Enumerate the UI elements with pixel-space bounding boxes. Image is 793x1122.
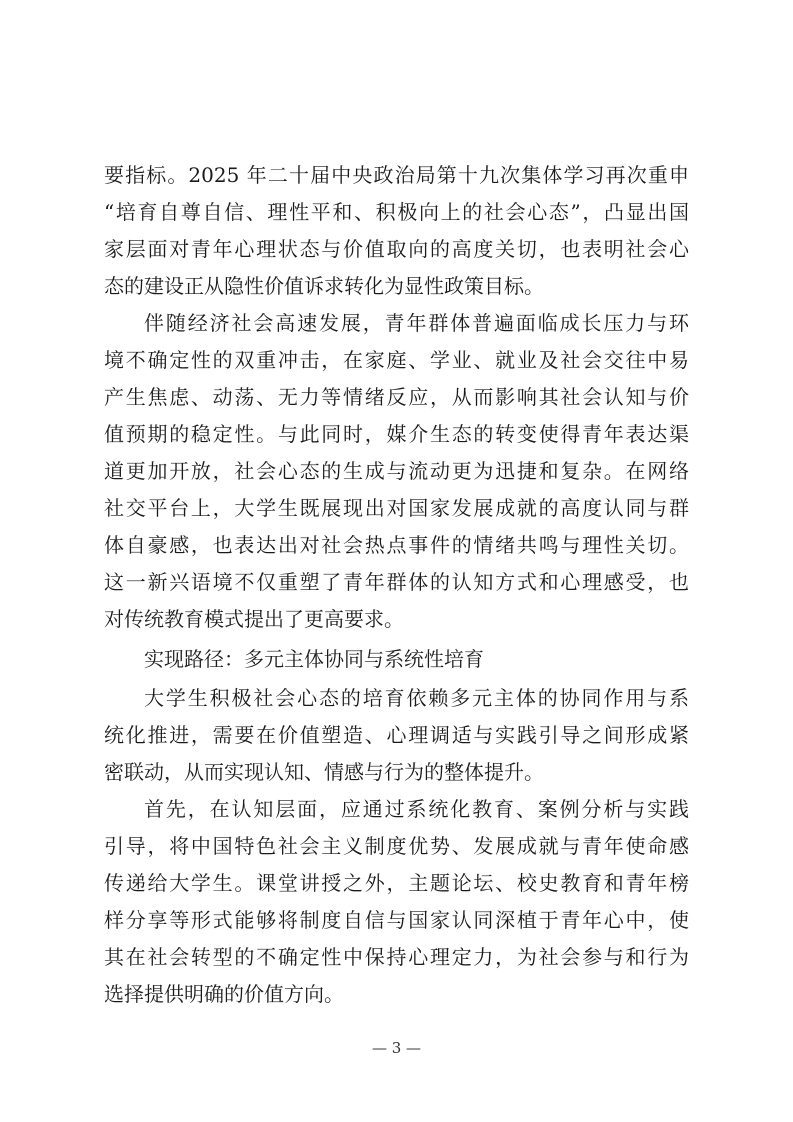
- paragraph-2-line-7: 体自豪感，也表达出对社会热点事件的情绪共鸣与理性关切。: [104, 533, 689, 557]
- paragraph-2-line-4: 值预期的稳定性。与此同时，媒介生态的转变使得青年表达渠: [104, 422, 689, 446]
- section-heading: 实现路径：多元主体协同与系统性培育: [144, 647, 484, 671]
- paragraph-4-line-1: 首先，在认知层面，应通过系统化教育、案例分析与实践: [144, 797, 689, 821]
- paragraph-4-line-2: 引导，将中国特色社会主义制度优势、发展成就与青年使命感: [104, 834, 689, 858]
- paragraph-4-line-5: 其在社会转型的不确定性中保持心理定力，为社会参与和行为: [104, 945, 689, 969]
- paragraph-1-line-1: 要指标。2025 年二十届中央政治局第十九次集体学习再次重申: [104, 163, 689, 187]
- paragraph-2-line-1: 伴随经济社会高速发展，青年群体普遍面临成长压力与环: [144, 311, 689, 335]
- paragraph-2-line-8: 这一新兴语境不仅重塑了青年群体的认知方式和心理感受，也: [104, 570, 689, 594]
- paragraph-1-line-4: 态的建设正从隐性价值诉求转化为显性政策目标。: [104, 274, 544, 298]
- paragraph-4-line-3: 传递给大学生。课堂讲授之外，主题论坛、校史教育和青年榜: [104, 871, 689, 895]
- paragraph-1-line-2: “培育自尊自信、理性平和、积极向上的社会心态”，凸显出国: [104, 200, 689, 224]
- paragraph-4-line-6: 选择提供明确的价值方向。: [104, 982, 344, 1006]
- paragraph-2-line-5: 道更加开放，社会心态的生成与流动更为迅捷和复杂。在网络: [104, 459, 689, 483]
- paragraph-3-line-1: 大学生积极社会心态的培育依赖多元主体的协同作用与系: [144, 686, 689, 710]
- paragraph-2-line-3: 产生焦虑、动荡、无力等情绪反应，从而影响其社会认知与价: [104, 385, 689, 409]
- paragraph-3-line-2: 统化推进，需要在价值塑造、心理调适与实践引导之间形成紧: [104, 723, 689, 747]
- paragraph-2-line-9: 对传统教育模式提出了更高要求。: [104, 607, 404, 631]
- page-number: — 3 —: [371, 1039, 422, 1057]
- paragraph-2-line-2: 境不确定性的双重冲击，在家庭、学业、就业及社会交往中易: [104, 348, 689, 372]
- paragraph-1-line-3: 家层面对青年心理状态与价值取向的高度关切，也表明社会心: [104, 237, 689, 261]
- paragraph-2-line-6: 社交平台上，大学生既展现出对国家发展成就的高度认同与群: [104, 496, 689, 520]
- paragraph-4-line-4: 样分享等形式能够将制度自信与国家认同深植于青年心中，使: [104, 908, 689, 932]
- paragraph-3-line-3: 密联动，从而实现认知、情感与行为的整体提升。: [104, 760, 544, 784]
